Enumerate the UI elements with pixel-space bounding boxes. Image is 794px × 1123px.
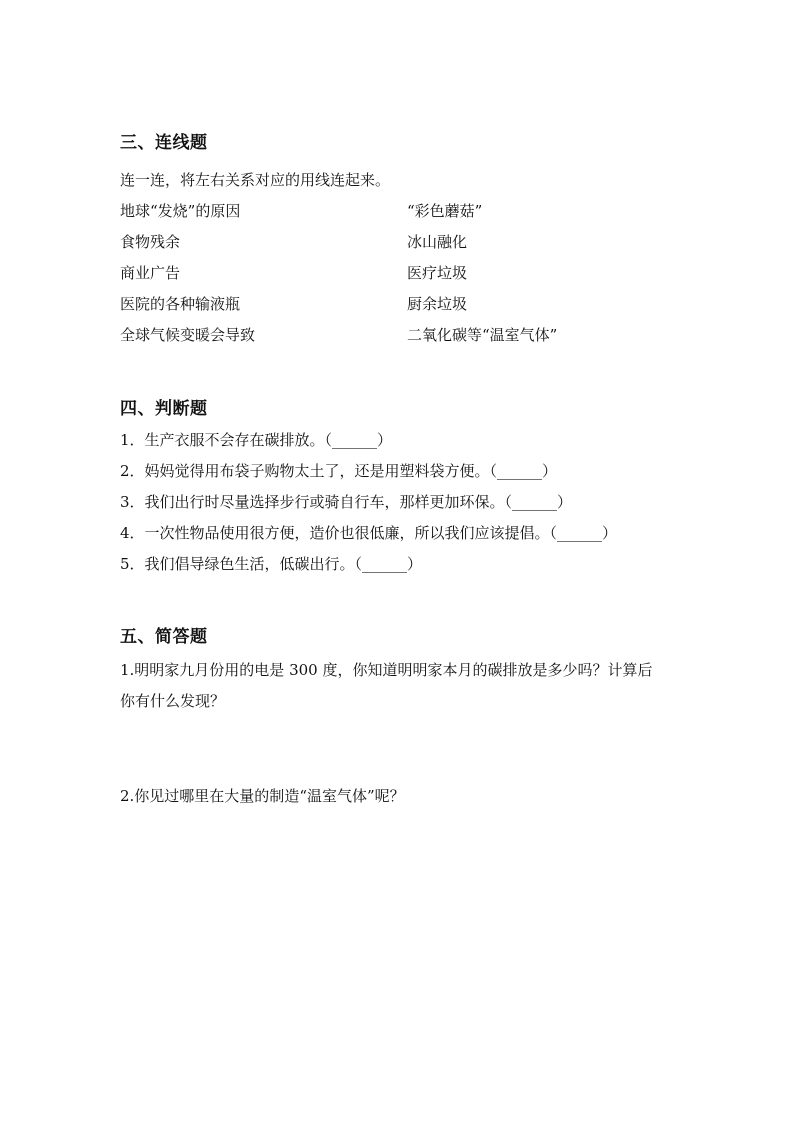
- judge-item: 2．妈妈觉得用布袋子购物太土了，还是用塑料袋方便。（______）: [120, 462, 558, 480]
- judge-item: 1．生产衣服不会存在碳排放。（______）: [120, 431, 393, 449]
- section4-title: 四、判断题: [120, 399, 208, 419]
- match-right-item: 冰山融化: [407, 233, 468, 251]
- short-answer-q1-line1: 1.明明家九月份用的电是 300 度，你知道明明家本月的碳排放是多少吗？计算后: [120, 661, 653, 679]
- match-left-item: 医院的各种输液瓶: [120, 295, 241, 313]
- match-right-item: 厨余垃圾: [407, 295, 468, 313]
- judge-item: 3．我们出行时尽量选择步行或骑自行车，那样更加环保。（______）: [120, 493, 573, 511]
- match-left-item: 全球气候变暖会导致: [120, 326, 256, 344]
- judge-item: 4．一次性物品使用很方便，造价也很低廉，所以我们应该提倡。（______）: [120, 524, 618, 542]
- match-left-item: 商业广告: [120, 264, 181, 282]
- match-right-item: 医疗垃圾: [407, 264, 468, 282]
- match-left-item: 食物残余: [120, 233, 181, 251]
- section5-title: 五、简答题: [120, 627, 208, 647]
- match-right-item: “彩色蘑菇”: [407, 202, 483, 220]
- section3-instruction: 连一连，将左右关系对应的用线连起来。: [120, 171, 391, 189]
- match-right-item: 二氧化碳等“温室气体”: [407, 326, 558, 344]
- judge-item: 5．我们倡导绿色生活，低碳出行。（______）: [120, 555, 423, 573]
- section3-title: 三、连线题: [120, 133, 208, 153]
- match-left-item: 地球“发烧”的原因: [120, 202, 241, 220]
- short-answer-q1-line2: 你有什么发现？: [120, 692, 226, 710]
- short-answer-q2: 2.你见过哪里在大量的制造“温室气体”呢？: [120, 787, 405, 805]
